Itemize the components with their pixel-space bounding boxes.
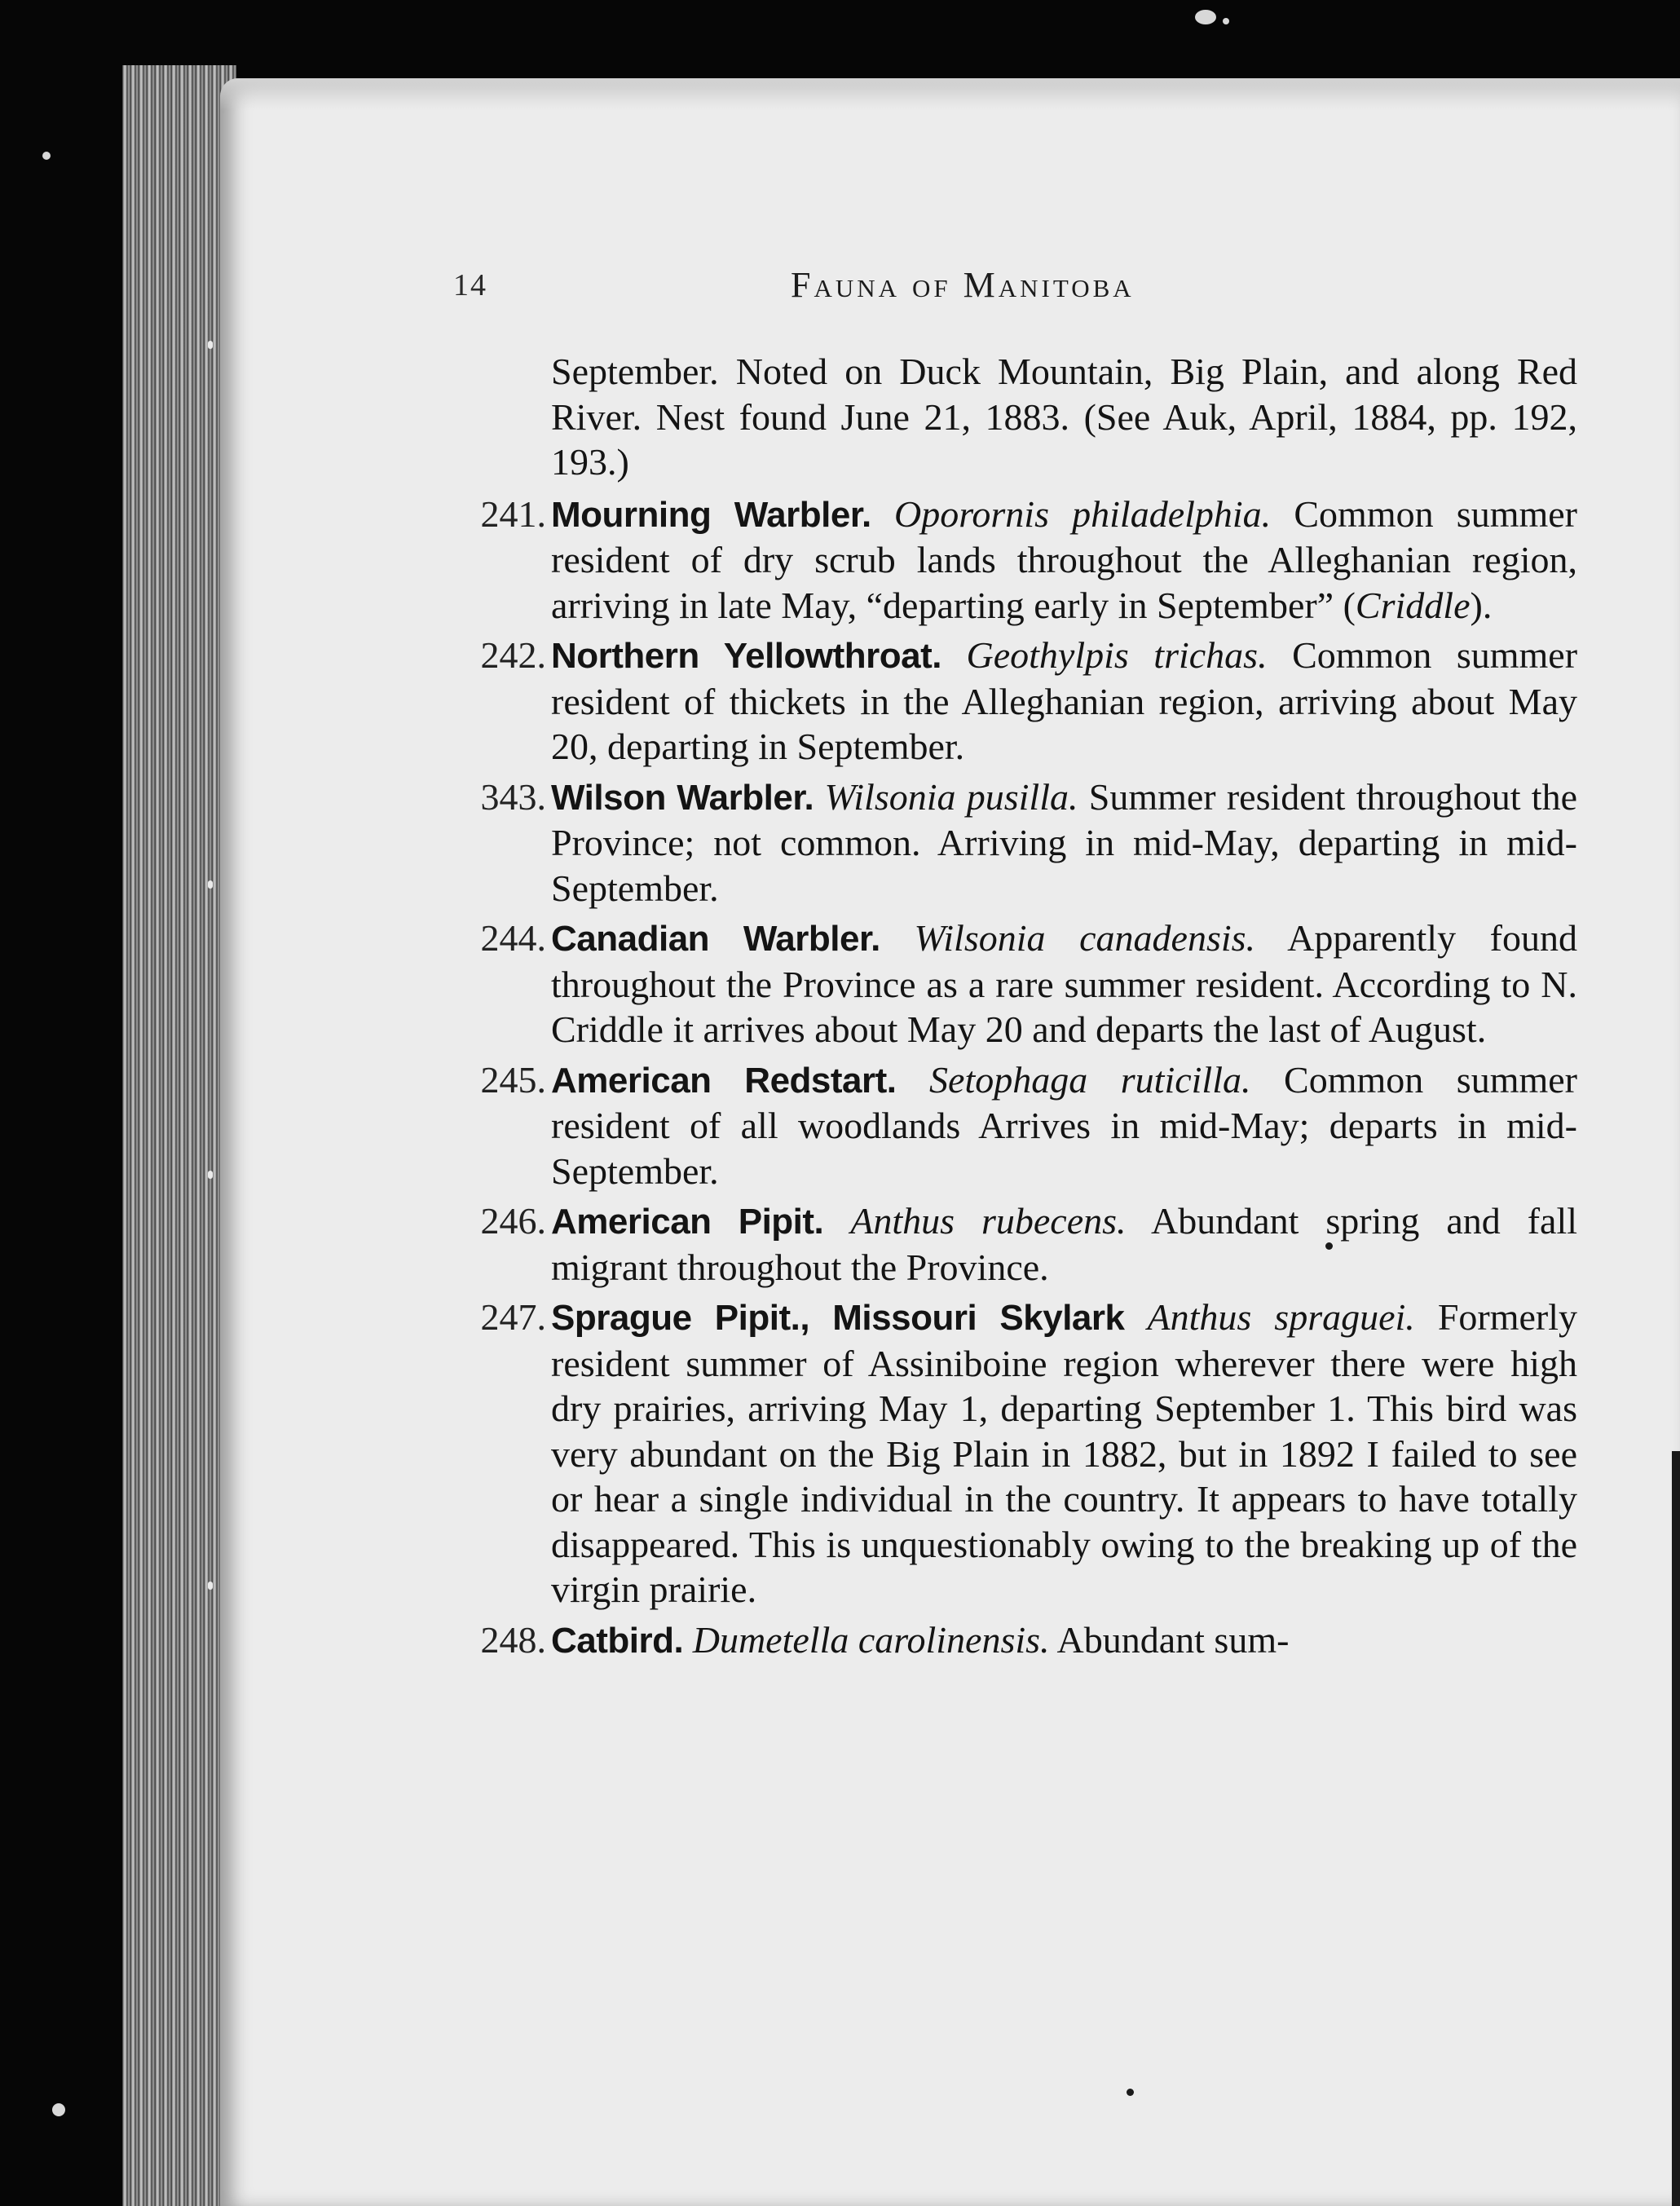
species-entry (440, 1198, 1577, 1290)
margin-mark (208, 1582, 213, 1590)
species-description: Common summer resident of thickets in the Alleghanian region, arriving about May 20, departing in September. (551, 634, 1578, 767)
species-description: Formerly resident summer of Assiniboine region wherever there were high dry prairies, arriving May 1, departing September 1. This bird was very abundant on the Big Plain in 1882, but in 1892 I failed to see or hear a single individual in the country. It appears to have totally disappeared. This is unquestionably owing to the breaking up of the virgin prairie. (551, 1296, 1578, 1610)
margin-mark (208, 341, 213, 349)
species-common-name: Catbird. (551, 1620, 684, 1661)
entry-number: 343. (480, 775, 546, 818)
species-scientific-name: Anthus rubecens. (850, 1200, 1127, 1242)
species-common-name: American Redstart. (551, 1060, 897, 1101)
entry-number: 245. (480, 1058, 546, 1101)
species-description: Summer resident throughout the Province; not common. Arriving in mid-May, departing in mid-September. (551, 775, 1578, 909)
species-scientific-name: Dumetella carolinensis. (692, 1618, 1050, 1661)
scan-speck (1195, 10, 1216, 24)
page-number: 14 (453, 268, 487, 302)
page-speck (1127, 2089, 1134, 2096)
species-entry (440, 915, 1577, 1052)
species-scientific-name: Wilsonia pusilla. (824, 775, 1078, 818)
scan-speck (1223, 18, 1229, 24)
species-entry (440, 1617, 1577, 1664)
source-author: Criddle (1355, 584, 1471, 626)
species-entry (440, 1295, 1577, 1613)
species-common-name: Northern Yellowthroat. (551, 636, 942, 676)
entry-number: 247. (480, 1296, 546, 1338)
species-scientific-name: Wilsonia canadensis. (914, 917, 1256, 959)
page-right-edge-shadow (1672, 1451, 1680, 2206)
margin-mark (208, 1171, 213, 1179)
species-entry (440, 774, 1577, 911)
running-head: Fauna of Manitoba (791, 265, 1135, 305)
entry-number: 242. (480, 634, 546, 676)
species-description: Abundant sum- (1056, 1618, 1290, 1661)
species-description: Apparently found throughout the Province as a rare summer resident. According to N. Criddle it arrives about May 20 and departs the last of August. (551, 917, 1578, 1050)
species-common-name: Wilson Warbler. (551, 777, 814, 818)
book-fore-edges (122, 65, 236, 2206)
species-entry: 241. Mourning Warbler. Oporornis philadelphia. Common summer resident of dry scrub lands throughout the Alleghanian region, arriving in late May, “departing early in September” (Criddle). (440, 492, 1577, 629)
margin-mark (208, 880, 213, 889)
species-scientific-name: Oporornis philadelphia. (893, 492, 1272, 535)
scan-speck (52, 2103, 65, 2116)
entry-terminal: . (1482, 584, 1493, 626)
species-scientific-name: Anthus spraguei. (1147, 1296, 1415, 1338)
entry-number: 248. (480, 1618, 546, 1661)
species-common-name: Sprague Pipit., Missouri Skylark (551, 1298, 1125, 1338)
species-common-name: Canadian Warbler. (551, 919, 880, 959)
species-description: Abundant spring and fall migrant throughout the Province. (551, 1200, 1578, 1288)
species-scientific-name: Geothylpis trichas. (966, 634, 1268, 676)
page-header (0, 259, 1680, 316)
species-entry (440, 633, 1577, 770)
scan-speck (42, 152, 51, 160)
species-common-name: American Pipit. (551, 1202, 824, 1242)
continued-paragraph: September. Noted on Duck Mountain, Big Plain, and along Red River. Nest found June 21, 1883. (See Auk, April, 1884, pp. 192, 193.) (551, 351, 1577, 483)
species-scientific-name: Setophaga ruticilla. (929, 1058, 1251, 1101)
species-description: Common summer resident of dry scrub lands throughout the Alleghanian region, arriving in late May, “departing early in September” (551, 492, 1577, 626)
species-entry (440, 1057, 1577, 1194)
species-common-name: Mourning Warbler. (551, 494, 871, 535)
entry-number: 246. (480, 1200, 546, 1242)
species-description: Common summer resident of all woodlands Arrives in mid-May; departs in mid-September. (551, 1058, 1577, 1192)
species-list (440, 349, 1577, 1668)
entry-number: 241. (480, 492, 546, 535)
entry-number: 244. (480, 917, 546, 959)
